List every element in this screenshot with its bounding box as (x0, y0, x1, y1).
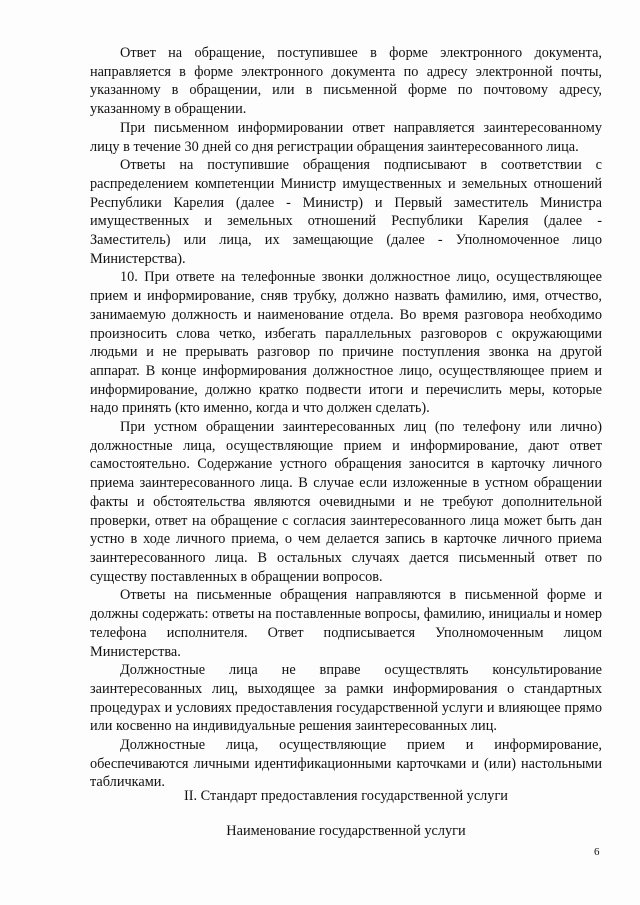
page-number: 6 (594, 846, 600, 858)
paragraph: При письменном информировании ответ направляется заинтересованному лицу в течение 30 дней со дня регистрации обращения заинтересованного лица. (90, 119, 602, 155)
paragraph: Ответы на поступившие обращения подписывают в соответствии с распределением компетенции Министр имущественных и земельных отношений Республики Карелия (далее - Министр) и Первый заместитель Министра имущественных и земельных отношений Республики Карелия (далее - Заместитель) или лица, их замещающие (далее - Уполномоченное лицо Министерства). (90, 157, 602, 267)
paragraph: При устном обращении заинтересованных лиц (по телефону или лично) должностные лица, осуществляющие прием и информирование, дают ответ самостоятельно. Содержание устного обращения заносится в карточку личного приема заинтересованного лица. В случае если изложенные в устном обращении факты и обстоятельства являются очевидными и не требуют дополнительной проверки, ответ на обращение с согласия заинтересованного лица может быть дан устно в ходе личного приема, о чем делается запись в карточке личного приема заинтересованного лица. В остальных случаях дается письменный ответ по существу поставленных в обращении вопросов. (90, 419, 602, 585)
subsection-heading: Наименование государственной услуги (226, 823, 466, 839)
paragraph: 10. При ответе на телефонные звонки должностное лицо, осуществляющее прием и информирование, сняв трубку, должно назвать фамилию, имя, отчество, занимаемую должность и наименование отдела. Во время разговора необходимо произносить слова четко, избегать параллельных разговоров с окружающими людьми и не прерывать разговор по причине поступления звонка на другой аппарат. В конце информирования должностное лицо, осуществляющее прием и информирование, должно кратко подвести итоги и перечислить меры, которые надо принять (кто именно, когда и что должен сделать). (90, 269, 602, 417)
paragraph: Должностные лица не вправе осуществлять консультирование заинтересованных лиц, выходящее за рамки информирования о стандартных процедурах и условиях предоставления государственной услуги и влияющее прямо или косвенно на индивидуальные решения заинтересованных лиц. (90, 662, 602, 735)
body-text (90, 44, 602, 792)
section-heading: II. Стандарт предоставления государственной услуги (184, 788, 508, 804)
paragraph: Ответ на обращение, поступившее в форме электронного документа, направляется в форме электронного документа по адресу электронной почты, указанному в обращении, или в письменной форме по почтовому адресу, указанному в обращении. (90, 45, 602, 118)
paragraph: Должностные лица, осуществляющие прием и информирование, обеспечиваются личными идентификационными карточками и (или) настольными табличками. (90, 737, 602, 791)
paragraph: Ответы на письменные обращения направляются в письменной форме и должны содержать: ответы на поставленные вопросы, фамилию, инициалы и номер телефона исполнителя. Ответ подписывается Уполномоченным лицом Министерства. (90, 587, 602, 660)
